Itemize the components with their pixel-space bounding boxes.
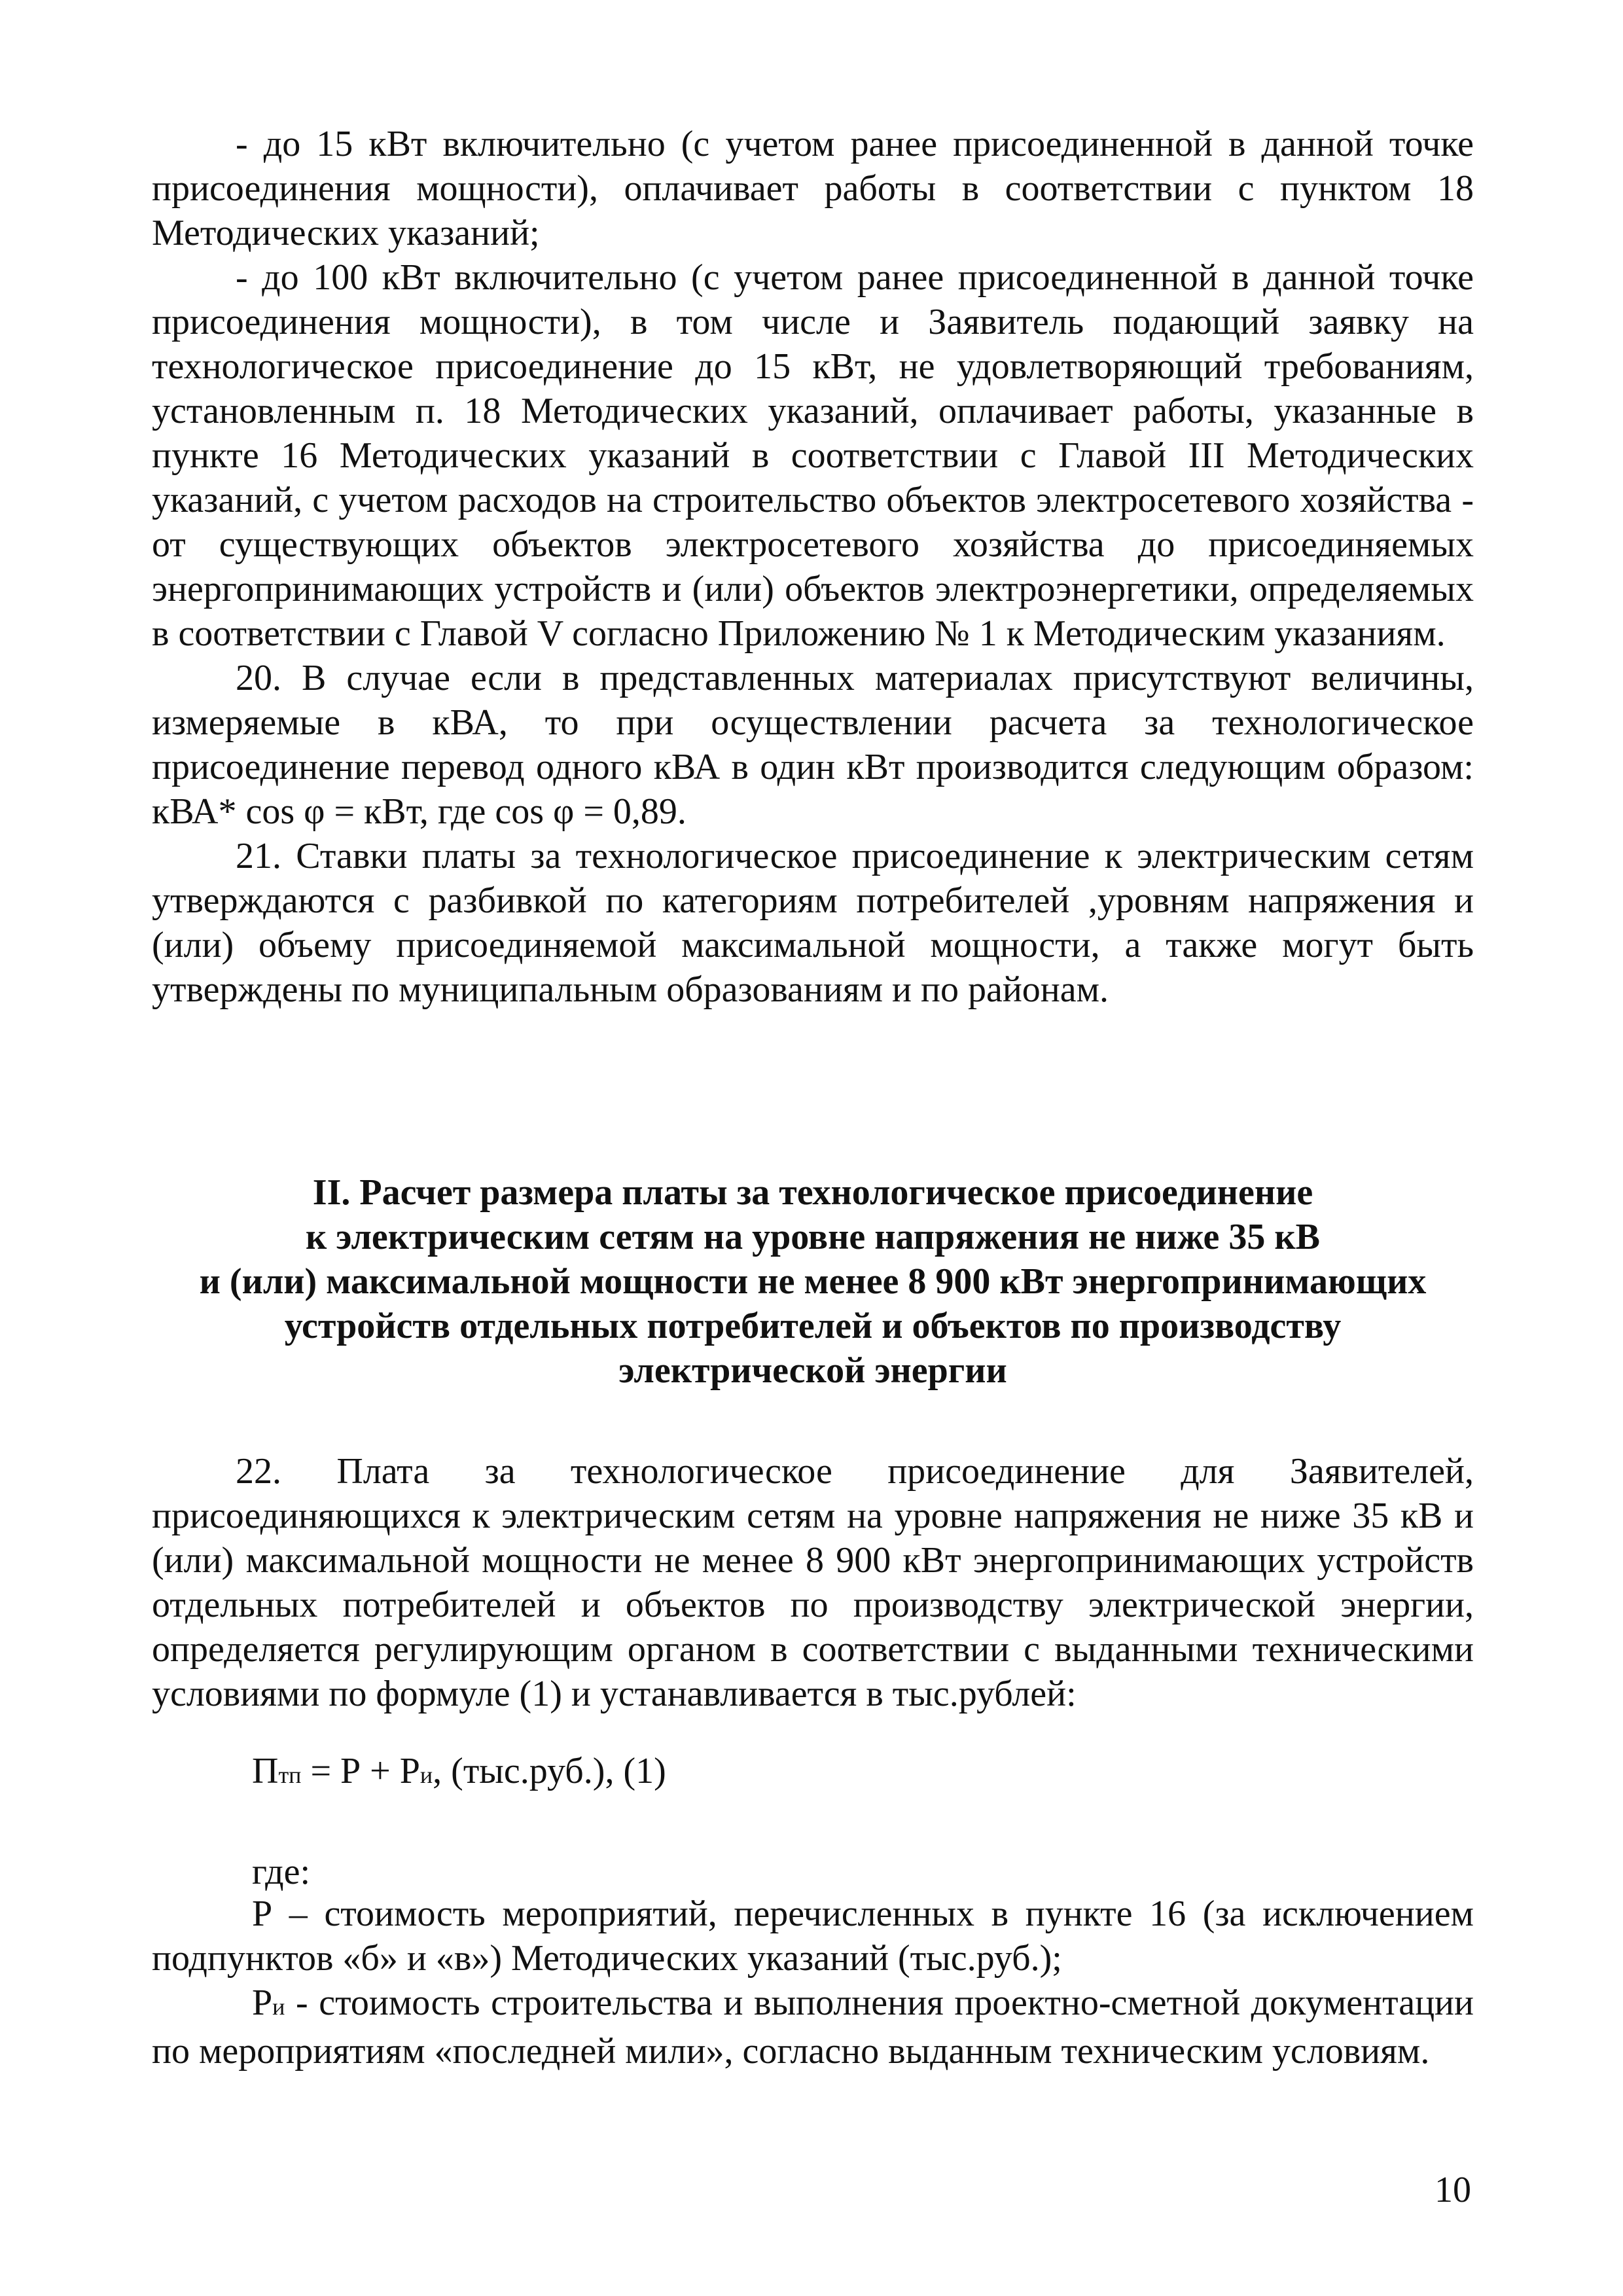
formula-lhs-subscript: тп: [278, 1762, 302, 1788]
definition-symbol: Р: [252, 1893, 273, 1934]
formula-tail: , (тыс.руб.), (1): [433, 1751, 666, 1791]
section-heading: [152, 1170, 1474, 1393]
heading-line-2: к электрическим сетям на уровне напряжения не ниже 35 кВ: [305, 1217, 1320, 1257]
formula-lhs: П: [252, 1751, 279, 1791]
definition-symbol-subscript: и: [272, 1994, 285, 2020]
page-number: 10: [1435, 2170, 1471, 2210]
heading-line-1: II. Расчет размера платы за технологическое присоединение: [312, 1172, 1313, 1213]
definition-text: - стоимость строительства и выполнения проектно-сметной документации по мероприятиям «последней мили», согласно выданным техническим условиям.: [152, 1982, 1474, 2072]
definition-p-i: [152, 1981, 1474, 2073]
definitions-block: [152, 1892, 1474, 2073]
paragraph-20: 20. В случае если в представленных материалах присутствуют величины, измеряемые в кВА, то при осуществлении расчета за технологическое присоединение перевод одного кВА в один кВт производится следующим образом: кВА* cos φ = кВт, где cos φ = 0,89.: [152, 658, 1474, 832]
formula-equals: = Р + Р: [301, 1751, 420, 1791]
heading-line-5: электрической энергии: [618, 1350, 1007, 1391]
definition-text: – стоимость мероприятий, перечисленных в пункте 16 (за исключением подпунктов «б» и «в») Методических указаний (тыс.руб.);: [152, 1893, 1474, 1979]
paragraph-up-to-15kw: - до 15 кВт включительно (с учетом ранее присоединенной в данной точке присоединения мощности), оплачивает работы в соответствии с пунктом 18 Методических указаний;: [152, 124, 1474, 253]
paragraph-up-to-100kw: - до 100 кВт включительно (с учетом ранее присоединенной в данной точке присоединения мощности), в том числе и Заявитель подающий заявку на технологическое присоединение до 15 кВт, не удовлетворяющий требованиям, установленным п. 18 Методических указаний, оплачивает работы, указанные в пункте 16 Методических указаний в соответствии с Главой III Методических указаний, с учетом расходов на строительство объектов электросетевого хозяйства - от существующих объектов электросетевого хозяйства до присоединяемых энергопринимающих устройств и (или) объектов электроэнергетики, определяемых в соответствии с Главой V согласно Приложению № 1 к Методическим указаниям.: [152, 257, 1474, 654]
definition-symbol: Р: [252, 1982, 273, 2023]
definition-p: [152, 1892, 1474, 1981]
formula-p-subscript: и: [419, 1762, 433, 1788]
paragraph-21: 21. Ставки платы за технологическое присоединение к электрическим сетям утверждаются с разбивкой по категориям потребителей ,уровням напряжения и (или) объему присоединяемой максимальной мощности, а также могут быть утверждены по муниципальным образованиям и по районам.: [152, 836, 1474, 1010]
top-text-block: [152, 122, 1474, 1012]
heading-line-4: устройств отдельных потребителей и объектов по производству: [284, 1306, 1342, 1346]
heading-line-3: и (или) максимальной мощности не менее 8 900 кВт энергопринимающих: [199, 1261, 1427, 1302]
formula-1: [252, 1749, 666, 1797]
paragraph-22-block: [152, 1449, 1474, 1716]
paragraph-22: 22. Плата за технологическое присоединение для Заявителей, присоединяющихся к электрическим сетям на уровне напряжения не ниже 35 кВ и (или) максимальной мощности не менее 8 900 кВт энергопринимающих устройств отдельных потребителей и объектов по производству электрической энергии, определяется регулирующим органом в соответствии с выданными техническими условиями по формуле (1) и устанавливается в тыс.рублей:: [152, 1451, 1474, 1714]
where-label: где:: [252, 1852, 311, 1892]
